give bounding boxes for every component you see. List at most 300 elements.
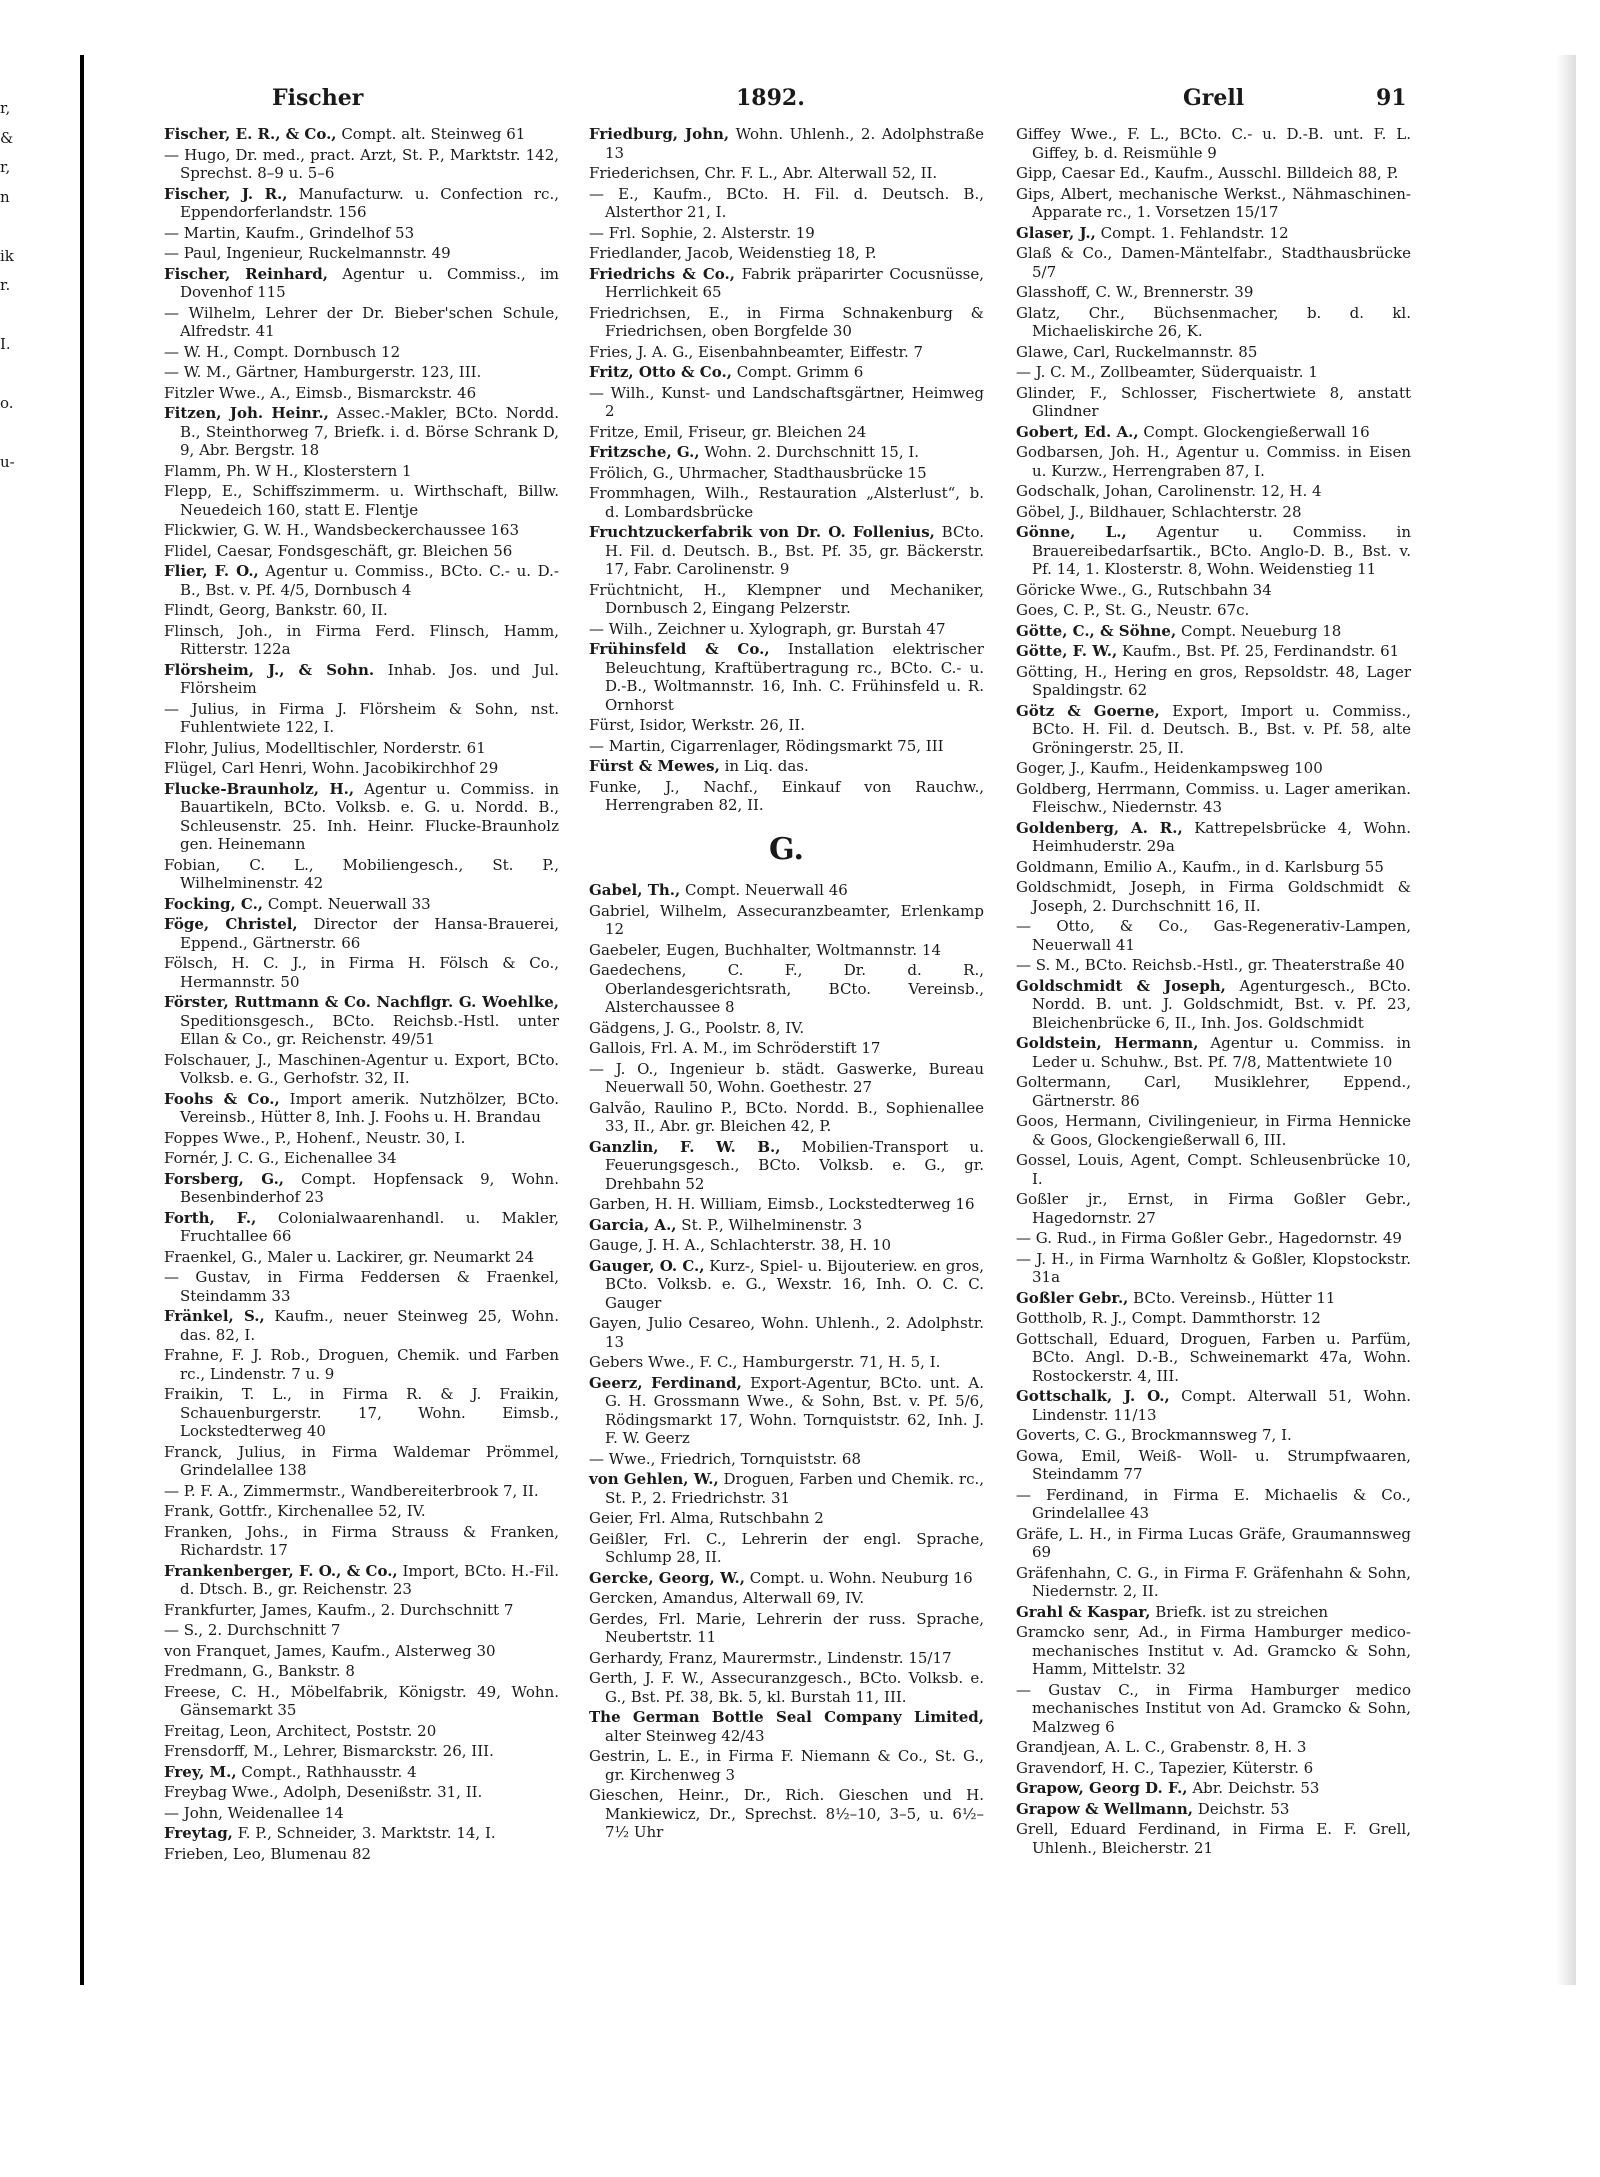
margin-fragment	[0, 1192, 60, 1222]
entry-text: Fredmann, G., Bankstr. 8	[164, 1662, 355, 1680]
directory-entry	[589, 464, 984, 483]
entry-text: Gauge, J. H. A., Schlachterstr. 38, H. 10	[589, 1236, 892, 1254]
entry-text: Fraenkel, G., Maler u. Lackirer, gr. Neumarkt 24	[164, 1247, 535, 1266]
margin-fragment	[0, 218, 60, 248]
entry-text: Garben, H. H. William, Eimsb., Lockstedterweg 16	[589, 1195, 975, 1213]
directory-entry	[589, 265, 984, 302]
entry-name: Fritz, Otto & Co.,	[589, 363, 732, 381]
margin-fragment: &	[0, 129, 14, 147]
margin-fragment	[0, 1900, 60, 1930]
entry-text: Göbel, J., Bildhauer, Schlachterstr. 28	[1016, 502, 1302, 521]
entry-text: Kaufm., Bst. Pf. 25, Ferdinandstr. 61	[1121, 642, 1400, 660]
margin-fragment	[0, 1929, 60, 1959]
margin-fragment	[0, 926, 60, 956]
entry-text: Godschalk, Johan, Carolinenstr. 12, H. 4	[1016, 482, 1322, 500]
entry-text: Agenturgesch., BCto. Nordd. B. unt. J. Goldschmidt, Bst. v. Pf. 23, Bleichenbrücke 6, II., Inh. Jos. Goldschmidt	[1032, 976, 1411, 1032]
directory-entry	[589, 125, 984, 162]
entry-text: Göricke Wwe., G., Rutschbahn 34	[1016, 580, 1272, 599]
margin-fragment	[0, 690, 60, 720]
directory-entry	[589, 1195, 984, 1214]
directory-entry	[1016, 283, 1411, 302]
directory-entry	[589, 484, 984, 521]
directory-entry	[589, 1569, 984, 1588]
entry-text: — J. C. M., Zollbeamter, Süderquaistr. 1	[1016, 363, 1318, 381]
directory-entry	[164, 739, 559, 758]
book-spine	[80, 55, 84, 1985]
entry-text: Glasshoff, C. W., Brennerstr. 39	[1016, 283, 1254, 301]
page-edge	[1556, 55, 1576, 1985]
entry-text: Flamm, Ph. W H., Klosterstern 1	[164, 461, 412, 480]
entry-text: Agentur u. Commiss. in Brauereibedarfsartik., BCto. Anglo-D. B., Bst. v. Pf. 14, 1. Klosterstr. 8, Wohn. Weidenstieg 11	[1032, 523, 1411, 578]
entry-text: Foppes Wwe., P., Hohenf., Neustr. 30, I.	[164, 1128, 466, 1147]
entry-name: Foohs & Co.,	[164, 1089, 280, 1108]
entry-text: — Julius, in Firma J. Flörsheim & Sohn, nst. Fuhlentwiete 122, I.	[164, 699, 559, 736]
entry-name: Goldstein, Hermann,	[1016, 1034, 1199, 1052]
directory-entry	[1016, 878, 1411, 915]
entry-text: Droguen, Farben und Chemik. rc., St. P., 2. Friedrichstr. 31	[605, 1470, 985, 1507]
entry-name: Götte, F. W.,	[1016, 642, 1118, 660]
entry-text: — G. Rud., in Firma Goßler Gebr., Hagedornstr. 49	[1016, 1229, 1402, 1247]
directory-entry	[1016, 1820, 1411, 1857]
directory-entry	[164, 1129, 559, 1148]
entry-name: Fischer, E. R., & Co.,	[164, 125, 337, 143]
margin-fragment: r,	[0, 159, 11, 176]
directory-entry	[589, 1236, 984, 1255]
margin-fragment	[0, 1575, 60, 1605]
entry-name: Grapow & Wellmann,	[1016, 1799, 1194, 1818]
entry-text: Compt. Grimm 6	[736, 363, 864, 381]
entry-text: Freese, C. H., Möbelfabrik, Königstr. 49, Wohn. Gänsemarkt 35	[164, 1682, 559, 1719]
margin-fragment	[0, 1103, 60, 1133]
directory-entry	[589, 1747, 984, 1784]
entry-name: Friedrichs & Co.,	[589, 264, 735, 283]
directory-entry	[589, 716, 984, 735]
entry-text: Gayen, Julio Cesareo, Wohn. Uhlenh., 2. Adolphstr. 13	[589, 1314, 984, 1351]
directory-entry	[589, 1374, 984, 1448]
entry-text: Compt. Glockengießerwall 16	[1143, 422, 1370, 441]
directory-entry	[589, 1099, 984, 1136]
entry-text: Gerth, J. F. W., Assecuranzgesch., BCto. Volksb. e. G., Bst. Pf. 38, Bk. 5, kl. Burstah 11, III.	[589, 1669, 984, 1706]
margin-fragment	[0, 1516, 60, 1546]
margin-fragment: r,	[0, 100, 11, 117]
directory-entry	[1016, 443, 1411, 480]
entry-text: Frensdorff, M., Lehrer, Bismarckstr. 26, III.	[164, 1742, 494, 1760]
directory-entry	[589, 1314, 984, 1351]
entry-text: Compt. u. Wohn. Neuburg 16	[749, 1568, 973, 1587]
directory-entry	[589, 1257, 984, 1313]
entry-text: — E., Kaufm., BCto. H. Fil. d. Deutsch. B., Alsterthor 21, I.	[589, 184, 984, 221]
entry-name: Gabel, Th.,	[589, 881, 681, 899]
directory-entry	[164, 954, 559, 991]
margin-fragment	[0, 779, 60, 809]
entry-text: — Paul, Ingenieur, Ruckelmannstr. 49	[164, 244, 451, 262]
entry-text: F. P., Schneider, 3. Marktstr. 14, I.	[237, 1824, 496, 1842]
entry-name: Gercke, Georg, W.,	[589, 1568, 745, 1587]
entry-text: Manufacturw. u. Confection rc., Eppendorferlandstr. 156	[180, 184, 559, 221]
entry-text: Gottholb, R. J., Compt. Dammthorstr. 12	[1016, 1309, 1321, 1327]
margin-fragment	[0, 838, 60, 868]
page-header	[86, 85, 1546, 125]
directory-entry	[164, 1804, 559, 1823]
directory-entry	[589, 620, 984, 639]
entry-text: Frahne, F. J. Rob., Droguen, Chemik. und Farben rc., Lindenstr. 7 u. 9	[164, 1346, 559, 1383]
margin-fragment	[0, 1959, 60, 1989]
entry-text: von Franquet, James, Kaufm., Alsterweg 30	[164, 1641, 496, 1660]
entry-name: von Gehlen, W.,	[589, 1470, 719, 1488]
entry-text: Deichstr. 53	[1197, 1799, 1290, 1818]
entry-text: Gercken, Amandus, Alterwall 69, IV.	[589, 1589, 865, 1607]
entry-text: Frieben, Leo, Blumenau 82	[164, 1844, 372, 1863]
margin-fragment	[0, 2018, 60, 2048]
entry-text: Flepp, E., Schiffszimmerm. u. Wirthschaft, Billw. Neuedeich 160, statt E. Flentje	[164, 482, 559, 519]
entry-text: Inhab. Jos. und Jul. Flörsheim	[180, 660, 559, 697]
directory-entry	[589, 902, 984, 939]
entry-text: Gowa, Emil, Weiß- Woll- u. Strumpfwaaren, Steindamm 77	[1016, 1446, 1411, 1483]
directory-entry	[1016, 1112, 1411, 1149]
margin-fragment	[0, 543, 60, 573]
margin-fragment	[0, 1428, 60, 1458]
entry-name: Freytag,	[164, 1824, 233, 1842]
entry-text: Folschauer, J., Maschinen-Agentur u. Export, BCto. Volksb. e. G., Gerhofstr. 32, II.	[164, 1050, 559, 1087]
margin-fragment	[0, 1162, 60, 1192]
directory-entry	[589, 244, 984, 263]
margin-fragment	[0, 956, 60, 986]
directory-entry	[164, 1051, 559, 1088]
directory-entry	[164, 224, 559, 243]
entry-text: — Ferdinand, in Firma E. Michaelis & Co., Grindelallee 43	[1016, 1485, 1411, 1522]
margin-fragment: r.	[0, 277, 11, 294]
entry-text: Gossel, Louis, Agent, Compt. Schleusenbrücke 10, I.	[1016, 1151, 1411, 1188]
entry-text: Wohn. Uhlenh., 2. Adolphstraße 13	[605, 125, 984, 162]
entry-text: BCto. Vereinsb., Hütter 11	[1133, 1288, 1336, 1307]
page-number: 91	[1376, 85, 1407, 111]
directory-entry	[1016, 1034, 1411, 1071]
directory-entry	[1016, 642, 1411, 661]
entry-text: Import amerik. Nutzhölzer, BCto. Vereinsb., Hütter 8, Inh. J. Foohs u. H. Brandau	[180, 1089, 559, 1126]
margin-fragment	[0, 720, 60, 750]
directory-entry	[164, 542, 559, 561]
entry-name: Gauger, O. C.,	[589, 1256, 705, 1275]
directory-entry	[164, 146, 559, 183]
entry-text: — J. H., in Firma Warnholtz & Goßler, Klopstockstr. 31a	[1016, 1249, 1411, 1286]
directory-entry	[164, 482, 559, 519]
entry-text: Gaedechens, C. F., Dr. d. R., Oberlandesgerichtsrath, BCto. Vereinsb., Alsterchaussee 8	[589, 961, 984, 1016]
entry-text: Goldmann, Emilio A., Kaufm., in d. Karlsburg 55	[1016, 857, 1384, 876]
directory-entry	[164, 1248, 559, 1267]
margin-fragment	[0, 1988, 60, 2018]
entry-name: Förster, Ruttmann & Co. Nachflgr. G. Woehlke,	[164, 993, 559, 1011]
directory-entry	[1016, 384, 1411, 421]
entry-text: Compt. Alterwall 51, Wohn. Lindenstr. 11/13	[1032, 1387, 1411, 1424]
entry-name: Glaser, J.,	[1016, 223, 1096, 242]
entry-text: Export-Agentur, BCto. unt. A. G. H. Grossmann Wwe., & Sohn, Bst. v. Pf. 5/6, Rödingsmarkt 17, Wohn. Tornquiststr. 62, Inh. J. F. W. Geerz	[605, 1373, 984, 1447]
directory-entry	[164, 1601, 559, 1620]
entry-text: Goßler jr., Ernst, in Firma Goßler Gebr., Hagedornstr. 27	[1016, 1190, 1411, 1227]
margin-fragment	[0, 631, 60, 661]
entry-name: Föge, Christel,	[164, 915, 298, 933]
directory-entry	[1016, 423, 1411, 442]
directory-entry	[164, 363, 559, 382]
entry-name: Fischer, J. R.,	[164, 184, 288, 203]
margin-fragment	[0, 1457, 60, 1487]
entry-text: Kaufm., neuer Steinweg 25, Wohn. das. 82, I.	[180, 1307, 559, 1344]
directory-entry	[164, 304, 559, 341]
entry-text: Goltermann, Carl, Musiklehrer, Eppend., Gärtnerstr. 86	[1016, 1073, 1411, 1110]
entry-text: Fraikin, T. L., in Firma R. & J. Fraikin, Schauenburgerstr. 17, Wohn. Eimsb., Lockstedterweg 40	[164, 1385, 559, 1440]
margin-fragment	[0, 661, 60, 691]
entry-text: Briefk. ist zu streichen	[1155, 1602, 1329, 1621]
entry-name: Fischer, Reinhard,	[164, 264, 328, 283]
directory-entry	[589, 185, 984, 222]
margin-fragment	[0, 1723, 60, 1753]
directory-entry	[1016, 304, 1411, 341]
entry-text: Goldberg, Herrmann, Commiss. u. Lager amerikan. Fleischw., Niedernstr. 43	[1016, 779, 1411, 816]
entry-text: Flohr, Julius, Modelltischler, Norderstr. 61	[164, 738, 486, 757]
directory-entry	[1016, 363, 1411, 382]
directory-entry	[589, 581, 984, 618]
directory-entry	[1016, 1151, 1411, 1188]
entry-name: Fitzen, Joh. Heinr.,	[164, 404, 329, 422]
entry-text: Agentur u. Commiss., BCto. C.- u. D.-B., Bst. v. Pf. 4/5, Dornbusch 4	[180, 562, 559, 599]
entry-text: — Martin, Cigarrenlager, Rödingsmarkt 75, III	[589, 736, 944, 755]
directory-entry	[1016, 1190, 1411, 1227]
entry-text: Compt. Neueburg 18	[1180, 621, 1342, 640]
entry-text: — Gustav, in Firma Feddersen & Fraenkel, Steindamm 33	[164, 1268, 559, 1305]
entry-text: Wohn. 2. Durchschnitt 15, I.	[704, 443, 920, 461]
directory-entry	[1016, 1289, 1411, 1308]
margin-fragment: n	[0, 188, 10, 206]
entry-name: Garcia, A.,	[589, 1215, 677, 1234]
margin-fragment	[0, 1841, 60, 1871]
margin-fragment	[0, 572, 60, 602]
entry-text: Friederichsen, Chr. F. L., Abr. Alterwall 52, II.	[589, 164, 938, 182]
directory-entry	[1016, 1623, 1411, 1679]
entry-text: Agentur u. Commiss. in Bauartikeln, BCto. Volksb. e. G. u. Nordd. B., Schleusenstr. 25. Inh. Heinr. Flucke-Braunholz gen. Heinemann	[180, 779, 559, 853]
entry-name: Geerz, Ferdinand,	[589, 1373, 742, 1392]
directory-entry	[164, 915, 559, 952]
entry-text: Speditionsgesch., BCto. Reichsb.-Hstl. unter Ellan & Co., gr. Reichenstr. 49/51	[180, 1011, 559, 1048]
directory-entry	[1016, 858, 1411, 877]
margin-fragment	[0, 749, 60, 779]
entry-text: Friedlander, Jacob, Weidenstieg 18, P.	[589, 244, 877, 262]
entry-text: Goes, C. P., St. G., Neustr. 67c.	[1016, 601, 1250, 619]
entry-text: Director der Hansa-Brauerei, Eppend., Gärtnerstr. 66	[180, 915, 559, 952]
entry-text: Geißler, Frl. C., Lehrerin der engl. Sprache, Schlump 28, II.	[589, 1529, 984, 1566]
directory-entry	[1016, 663, 1411, 700]
margin-fragment	[0, 1605, 60, 1635]
entry-text: Agentur u. Commiss. in Leder u. Schuhw., Bst. Pf. 7/8, Mattentwiete 10	[1032, 1034, 1411, 1071]
directory-entry	[589, 1019, 984, 1038]
directory-entry	[1016, 917, 1411, 954]
directory-entry	[164, 1642, 559, 1661]
directory-entry	[1016, 523, 1411, 579]
directory-entry	[1016, 759, 1411, 778]
entry-text: in Liq. das.	[724, 757, 809, 775]
entry-text: Glatz, Chr., Büchsenmacher, b. d. kl. Michaeliskirche 26, K.	[1016, 303, 1411, 340]
entry-text: Frommhagen, Wilh., Restauration „Alsterlust“, b. d. Lombardsbrücke	[589, 484, 984, 521]
entry-name: Frey, M.,	[164, 1762, 237, 1781]
margin-fragment	[0, 1782, 60, 1812]
directory-entry	[589, 737, 984, 756]
margin-fragment: o.	[0, 395, 14, 412]
directory-entry	[589, 1589, 984, 1608]
directory-entry	[164, 1683, 559, 1720]
directory-entry	[164, 521, 559, 540]
entry-text: Colonialwaarenhandl. u. Makler, Fruchtallee 66	[180, 1208, 559, 1245]
directory-entry	[164, 1482, 559, 1501]
entry-text: Compt., Rathhausstr. 4	[241, 1762, 417, 1781]
margin-fragment	[0, 1752, 60, 1782]
entry-text: Gallois, Frl. A. M., im Schröderstift 17	[589, 1039, 881, 1057]
entry-text: Goldschmidt, Joseph, in Firma Goldschmidt & Joseph, 2. Durchschnitt 16, II.	[1016, 878, 1411, 915]
section-letter: G.	[769, 831, 804, 867]
directory-entry	[1016, 343, 1411, 362]
directory-entry	[164, 244, 559, 263]
entry-text: Kattrepelsbrücke 4, Wohn. Heimhuderstr. 29a	[1032, 818, 1411, 855]
entry-text: — S., 2. Durchschnitt 7	[164, 1621, 341, 1639]
entry-text: Gräfenhahn, C. G., in Firma F. Gräfenhahn & Sohn, Niedernstr. 2, II.	[1016, 1563, 1411, 1600]
entry-name: Fränkel, S.,	[164, 1307, 265, 1325]
entry-name: Goßler Gebr.,	[1016, 1288, 1129, 1307]
directory-entry	[589, 1509, 984, 1528]
entry-name: Flörsheim, J., & Sohn.	[164, 660, 375, 679]
entry-name: The German Bottle Seal Company Limited,	[589, 1708, 984, 1726]
directory-entry	[589, 523, 984, 579]
directory-entry	[1016, 224, 1411, 243]
entry-text: Fobian, C. L., Mobiliengesch., St. P., Wilhelminenstr. 42	[164, 855, 559, 892]
running-head-right: Grell	[1183, 85, 1245, 111]
entry-text: Agentur u. Commiss., im Dovenhof 115	[180, 264, 559, 301]
entry-name: Gobert, Ed. A.,	[1016, 422, 1139, 441]
entry-text: — S. M., BCto. Reichsb.-Hstl., gr. Theaterstraße 40	[1016, 956, 1405, 974]
entry-text: Gerdes, Frl. Marie, Lehrerin der russ. Sprache, Neubertstr. 11	[589, 1609, 984, 1646]
margin-fragment	[0, 1310, 60, 1340]
entry-text: Funke, J., Nachf., Einkauf von Rauchw., Herrengraben 82, II.	[589, 777, 984, 814]
directory-entry	[164, 601, 559, 620]
directory-entry	[164, 462, 559, 481]
directory-entry	[164, 1307, 559, 1344]
directory-entry	[164, 1621, 559, 1640]
entry-name: Grapow, Georg D. F.,	[1016, 1779, 1188, 1797]
directory-entry	[1016, 1525, 1411, 1562]
directory-entry	[164, 759, 559, 778]
margin-fragment	[0, 1634, 60, 1664]
directory-entry	[589, 1060, 984, 1097]
directory-entry	[589, 343, 984, 362]
directory-entry	[1016, 1229, 1411, 1248]
directory-entry	[164, 1562, 559, 1599]
entry-text: Friedrichsen, E., in Firma Schnakenburg & Friedrichsen, oben Borgfelde 30	[589, 303, 984, 340]
directory-entry	[164, 125, 559, 144]
running-head-left: Fischer	[272, 85, 364, 111]
entry-text: Gebers Wwe., F. C., Hamburgerstr. 71, H. 5, I.	[589, 1353, 941, 1371]
directory-entry	[1016, 185, 1411, 222]
entry-text: Import, BCto. H.-Fil. d. Dtsch. B., gr. Reichenstr. 23	[180, 1561, 559, 1598]
directory-entry	[164, 1090, 559, 1127]
entry-text: Compt. alt. Steinweg 61	[341, 125, 526, 143]
directory-entry	[164, 1824, 559, 1843]
directory-entry	[1016, 1447, 1411, 1484]
directory-entry	[164, 1845, 559, 1864]
directory-entry	[164, 1268, 559, 1305]
margin-fragment	[0, 602, 60, 632]
entry-text: Freybag Wwe., Adolph, Desenißstr. 31, II.	[164, 1783, 483, 1801]
margin-fragment	[0, 513, 60, 543]
directory-entry	[1016, 702, 1411, 758]
margin-fragment	[0, 897, 60, 927]
entry-name: Grahl & Kaspar,	[1016, 1602, 1151, 1621]
entry-text: Gädgens, J. G., Poolstr. 8, IV.	[589, 1018, 805, 1037]
directory-entry	[1016, 1387, 1411, 1424]
entry-text: Abr. Deichstr. 53	[1192, 1779, 1320, 1797]
entry-name: Fürst & Mewes,	[589, 757, 720, 775]
entry-text: Gips, Albert, mechanische Werkst., Nähmaschinen-Apparate rc., 1. Vorsetzen 15/17	[1016, 184, 1411, 221]
entry-text: Gramcko senr, Ad., in Firma Hamburger medico-mechanisches Institut v. Ad. Gramcko & Sohn, Hamm, Mittelstr. 32	[1016, 1623, 1411, 1678]
entry-text: Flindt, Georg, Bankstr. 60, II.	[164, 601, 388, 619]
entry-text: Frank, Gottfr., Kirchenallee 52, IV.	[164, 1502, 426, 1520]
margin-fragment	[0, 1251, 60, 1281]
entry-text: Gravendorf, H. C., Tapezier, Küterstr. 6	[1016, 1758, 1314, 1777]
entry-name: Frankenberger, F. O., & Co.,	[164, 1561, 398, 1580]
entry-name: Friedburg, John,	[589, 125, 730, 143]
entry-text: Gräfe, L. H., in Firma Lucas Gräfe, Graumannsweg 69	[1016, 1524, 1411, 1561]
margin-fragment	[0, 1369, 60, 1399]
directory-entry	[589, 640, 984, 714]
entry-text: — Wilh., Zeichner u. Xylograph, gr. Burstah 47	[589, 619, 946, 638]
directory-entry	[164, 856, 559, 893]
entry-name: Fritzsche, G.,	[589, 443, 700, 461]
directory-entry	[1016, 1738, 1411, 1757]
column-2	[589, 125, 984, 1844]
directory-entry	[164, 993, 559, 1049]
entry-text: Giffey Wwe., F. L., BCto. C.- u. D.-B. unt. F. L. Giffey, b. d. Reismühle 9	[1016, 125, 1411, 162]
entry-text: Kurz-, Spiel- u. Bijouteriew. en gros, BCto. Volksb. e. G., Wexstr. 16, Inh. O. C. C. Gauger	[605, 1256, 984, 1312]
entry-name: Forth, F.,	[164, 1208, 257, 1227]
entry-text: Goverts, C. G., Brockmannsweg 7, I.	[1016, 1426, 1292, 1444]
margin-fragment	[0, 1133, 60, 1163]
entry-text: Installation elektrischer Beleuchtung, Kraftübertragung rc., BCto. C.- u. D.-B., Woltmannstr. 16, Inh. C. Frühinsfeld u. R. Ornhorst	[605, 640, 984, 714]
margin-fragment	[0, 366, 60, 396]
directory-entry	[589, 1039, 984, 1058]
entry-text: Fries, J. A. G., Eisenbahnbeamter, Eiffestr. 7	[589, 342, 924, 361]
entry-text: — Wilh., Kunst- und Landschaftsgärtner, Heimweg 2	[589, 383, 984, 420]
entry-text: Frölich, G., Uhrmacher, Stadthausbrücke 15	[589, 463, 927, 482]
directory-entry	[1016, 1800, 1411, 1819]
margin-fragment	[0, 985, 60, 1015]
entry-text: St. P., Wilhelminenstr. 3	[681, 1215, 863, 1234]
directory-entry	[164, 1742, 559, 1761]
entry-text: — W. M., Gärtner, Hamburgerstr. 123, III.	[164, 363, 482, 381]
entry-text: Galvão, Raulino P., BCto. Nordd. B., Sophienallee 33, II., Abr. gr. Bleichen 42, P.	[589, 1098, 984, 1135]
entry-name: Götz & Goerne,	[1016, 701, 1160, 720]
directory-entry	[589, 941, 984, 960]
margin-fragment	[0, 1546, 60, 1576]
margin-fragment	[0, 808, 60, 838]
entry-text: — Wilhelm, Lehrer der Dr. Bieber'schen Schule, Alfredstr. 41	[164, 303, 559, 340]
directory-entry	[1016, 819, 1411, 856]
column-1	[164, 125, 559, 1865]
entry-text: Glawe, Carl, Ruckelmannstr. 85	[1016, 342, 1258, 361]
margin-fragment	[0, 1693, 60, 1723]
entry-text: Assec.-Makler, BCto. Nordd. B., Steinthorweg 7, Briefk. i. d. Börse Schrank D, 9, Abr. Bergstr. 18	[180, 404, 559, 459]
entry-text: Fornér, J. C. G., Eichenallee 34	[164, 1149, 397, 1167]
directory-entry	[589, 1530, 984, 1567]
margin-fragment	[0, 1074, 60, 1104]
entry-name: Flucke-Braunholz, H.,	[164, 779, 355, 798]
entry-text: — Frl. Sophie, 2. Alsterstr. 19	[589, 223, 815, 242]
directory-entry	[1016, 482, 1411, 501]
directory-entry	[1016, 1426, 1411, 1445]
